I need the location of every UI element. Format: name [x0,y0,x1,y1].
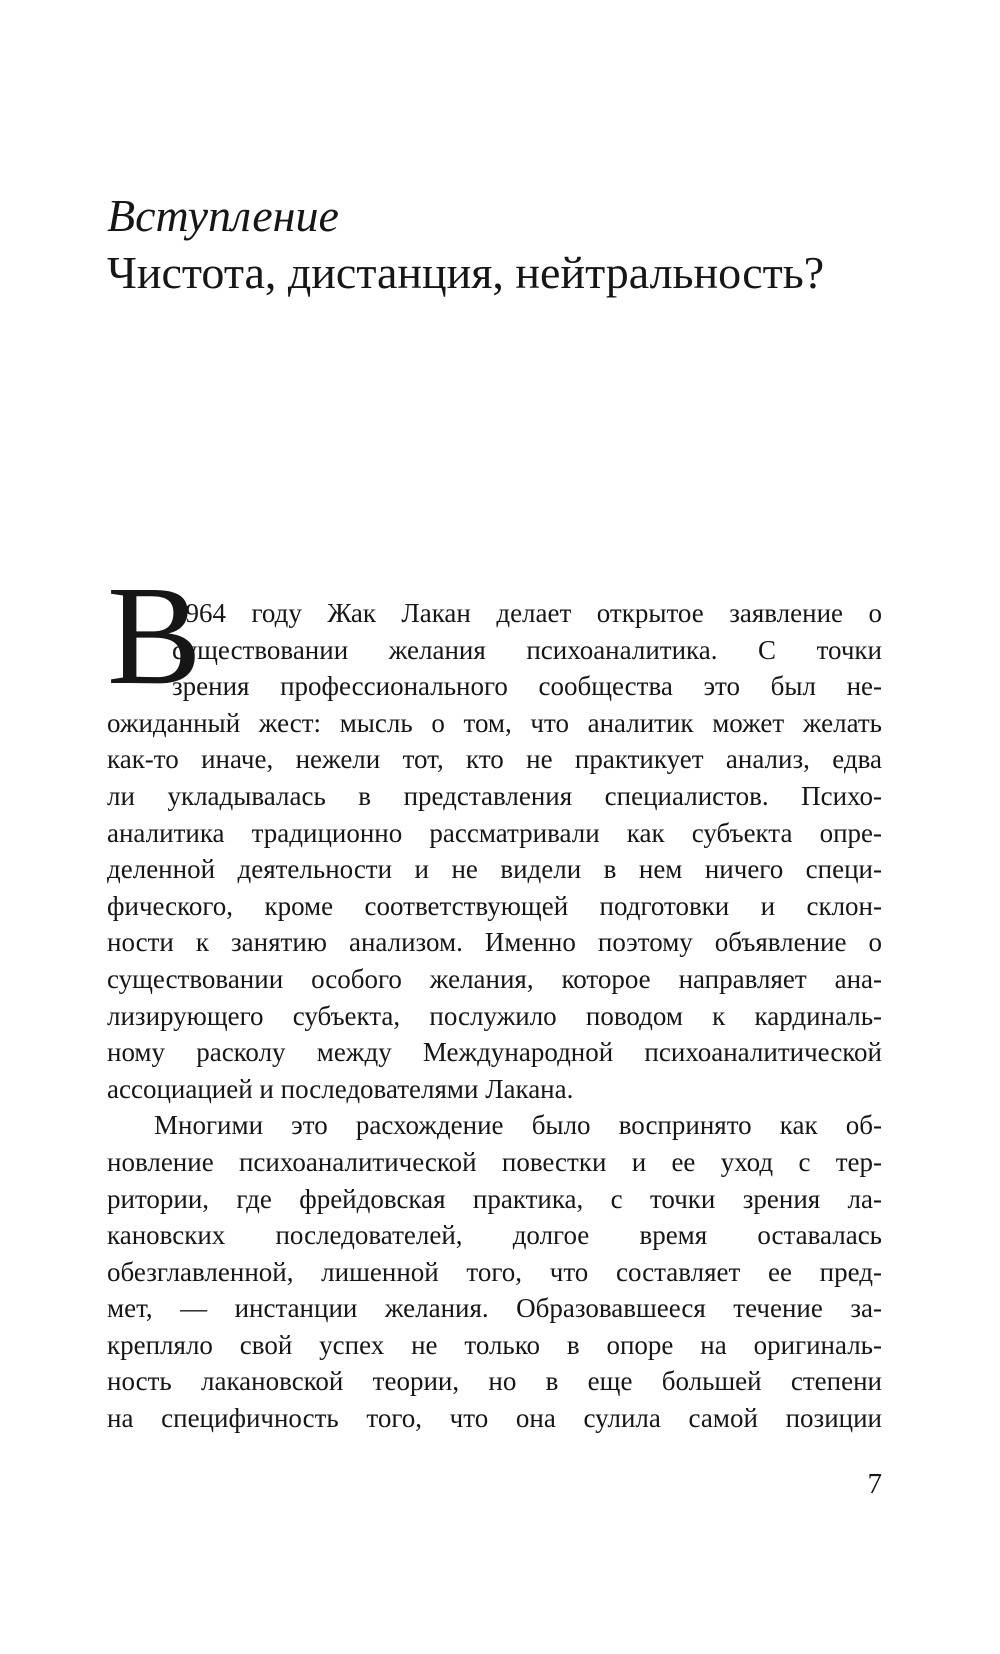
text-line: зрения профессионального сообщества это был не- [172,671,882,702]
text-line: новление психоаналитической повестки и ее уход с тер- [107,1146,882,1177]
body-text [107,595,882,1437]
text-line: ности к занятию анализом. Именно поэтому объявление о [107,927,882,958]
text-line: деленной деятельности и не видели в нем ничего специ- [107,854,882,885]
chapter-title: Чистота, дистанция, нейтральность? [107,247,825,298]
text-line: ассоциацией и последователями Лакана. [107,1073,574,1104]
text-line: как-то иначе, нежели тот, кто не практикует анализ, едва [107,744,882,775]
text-line: кановских последователей, долгое время оставалась [107,1220,882,1251]
paragraph-2 [107,1107,882,1436]
text-line: на специфичность того, что она сулила самой позиции [107,1403,882,1434]
drop-cap: В [107,556,202,714]
chapter-label: Вступление [107,190,339,241]
text-line: фического, кроме соответствующей подготовки и склон- [107,890,882,921]
text-line: лизирующего субъекта, послужило поводом к кардиналь- [107,1000,882,1031]
text-line: аналитика традиционно рассматривали как субъекта опре- [107,817,882,848]
text-line: ному расколу между Международной психоаналитической [107,1037,882,1068]
text-line: крепляло свой успех не только в опоре на оригиналь- [107,1329,882,1360]
text-line: существовании желания психоаналитика. С точки [172,634,882,665]
text-line: ли укладывалась в представления специалистов. Психо- [107,780,882,811]
page-number: 7 [867,1468,882,1500]
text-line: 1964 году Жак Лакан делает открытое заявление о [172,598,882,628]
chapter-heading [107,188,907,302]
text-line: Многими это расхождение было воспринято как об- [154,1110,882,1141]
text-line: существовании особого желания, которое направляет ана- [107,963,882,994]
paragraph-1 [107,595,882,1107]
text-line: ритории, где фрейдовская практика, с точки зрения ла- [107,1183,882,1214]
text-line: ожиданный жест: мысль о том, что аналитик может желать [107,707,882,738]
text-line: ность лакановской теории, но в еще большей степени [107,1366,882,1397]
text-line: мет, — инстанции желания. Образовавшееся течение за- [107,1293,882,1324]
text-line: обезглавленной, лишенной того, что составляет ее пред- [107,1256,882,1287]
